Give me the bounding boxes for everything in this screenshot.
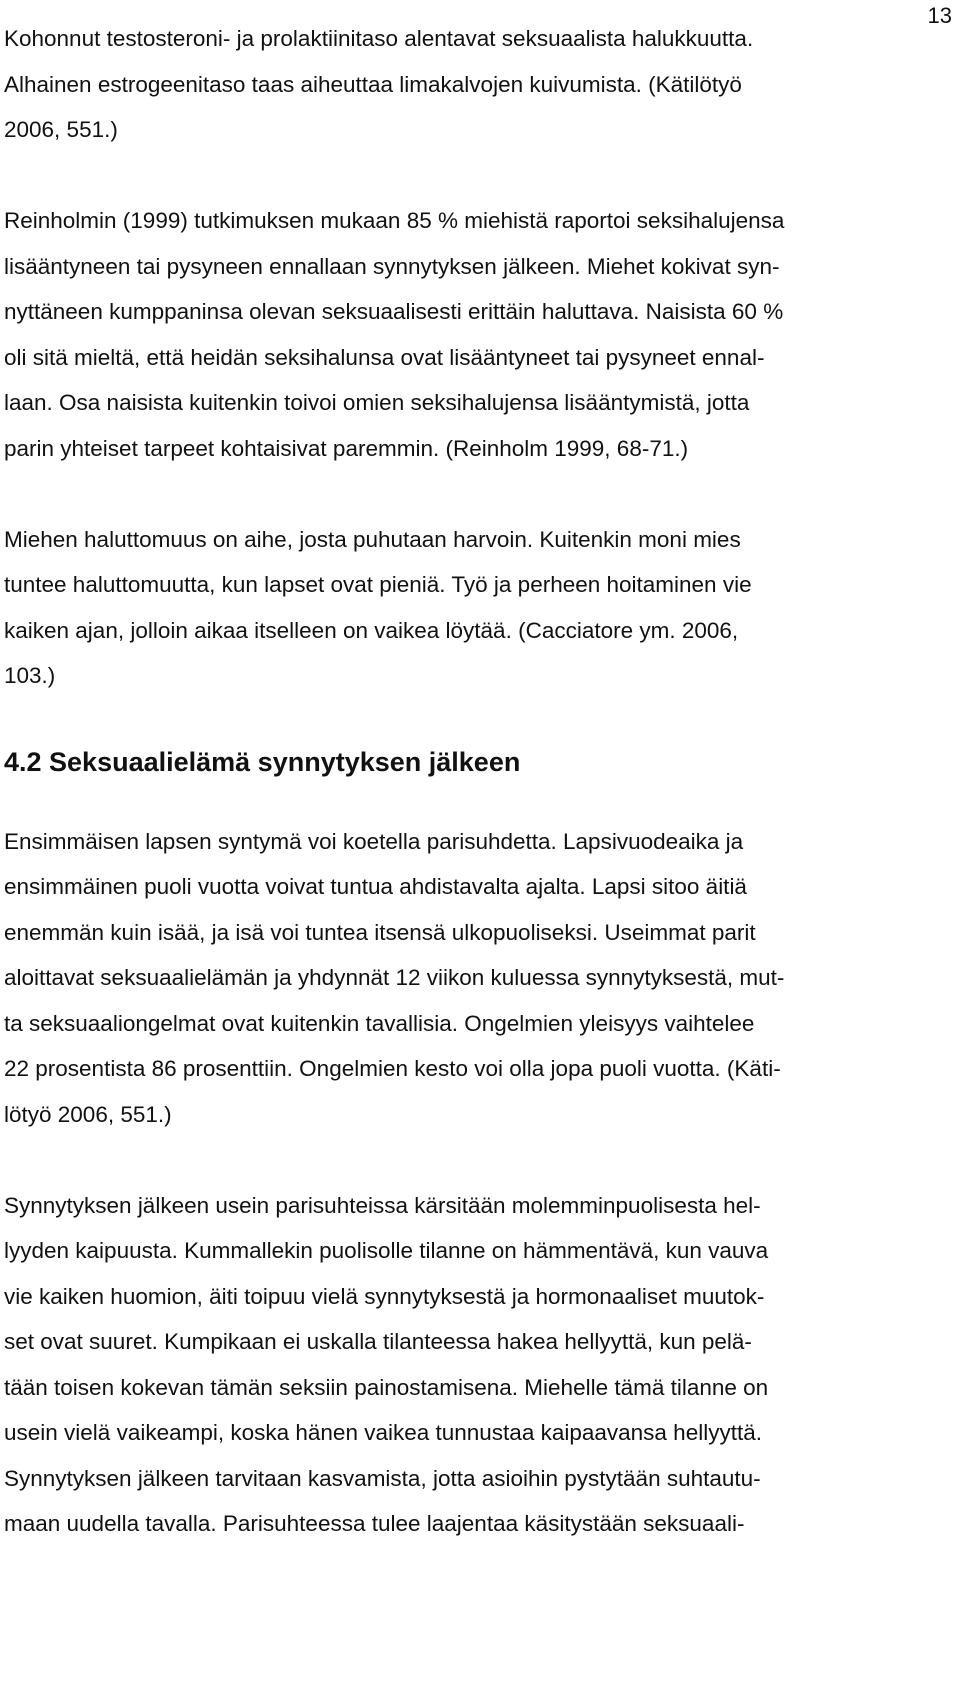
paragraph-spacer bbox=[4, 471, 954, 517]
text-line: aloittavat seksuaalielämän ja yhdynnät 12 viikon kuluessa synnytyksestä, mut- bbox=[4, 965, 785, 990]
text-line: 103.) bbox=[4, 663, 56, 688]
text-line: Synnytyksen jälkeen tarvitaan kasvamista, jotta asioihin pystytään suhtautu- bbox=[4, 1465, 761, 1491]
text-line: vie kaiken huomion, äiti toipuu vielä synnytyksestä ja hormonaaliset muutok- bbox=[4, 1283, 765, 1309]
text-line: parin yhteiset tarpeet kohtaisivat paremmin. (Reinholm 1999, 68-71.) bbox=[4, 435, 689, 461]
section-heading: 4.2 Seksuaalielämä synnytyksen jälkeen bbox=[4, 746, 521, 777]
text-line: lyyden kaipuusta. Kummallekin puolisolle tilanne on hämmentävä, kun vauva bbox=[4, 1238, 769, 1263]
text-line: ensimmäinen puoli vuotta voivat tuntua ahdistavalta ajalta. Lapsi sitoo äitiä bbox=[4, 874, 747, 899]
text-line: tuntee haluttomuutta, kun lapset ovat pieniä. Työ ja perheen hoitaminen vie bbox=[4, 572, 752, 597]
text-line: lötyö 2006, 551.) bbox=[4, 1101, 172, 1127]
text-line: Miehen haluttomuus on aihe, josta puhutaan harvoin. Kuitenkin moni mies bbox=[4, 526, 741, 552]
text-line: set ovat suuret. Kumpikaan ei uskalla tilanteessa hakea hellyyttä, kun pelä- bbox=[4, 1329, 752, 1354]
paragraph bbox=[4, 517, 954, 699]
section-after-heading bbox=[4, 819, 954, 1547]
text-line: kaiken ajan, jolloin aikaa itselleen on vaikea löytää. (Cacciatore ym. 2006, bbox=[4, 617, 739, 643]
text-line: Reinholmin (1999) tutkimuksen mukaan 85 % miehistä raportoi seksihalujensa bbox=[4, 208, 785, 233]
text-line: tään toisen kokevan tämän seksiin painostamisena. Miehelle tämä tilanne on bbox=[4, 1374, 769, 1400]
text-line: maan uudella tavalla. Parisuhteessa tulee laajentaa käsitystään seksuaali- bbox=[4, 1511, 745, 1536]
paragraph-spacer bbox=[4, 1137, 954, 1183]
paragraph bbox=[4, 819, 954, 1138]
text-line: Synnytyksen jälkeen usein parisuhteissa kärsitään molemminpuolisesta hel- bbox=[4, 1192, 761, 1218]
text-line: oli sitä mieltä, että heidän seksihalunsa ovat lisääntyneet tai pysyneet ennal- bbox=[4, 344, 765, 370]
text-line: 2006, 551.) bbox=[4, 117, 118, 142]
text-line: ta seksuaaliongelmat ovat kuitenkin tavallisia. Ongelmien yleisyys vaihtelee bbox=[4, 1010, 755, 1036]
text-line: Alhainen estrogeenitaso taas aiheuttaa limakalvojen kuivumista. (Kätilötyö bbox=[4, 71, 742, 97]
text-line: 22 prosentista 86 prosenttiin. Ongelmien kesto voi olla jopa puoli vuotta. (Käti- bbox=[4, 1056, 781, 1081]
paragraph-spacer bbox=[4, 153, 954, 199]
text-line: usein vielä vaikeampi, koska hänen vaikea tunnustaa kaipaavansa hellyyttä. bbox=[4, 1420, 762, 1445]
text-line: nyttäneen kumppaninsa olevan seksuaalisesti erittäin haluttava. Naisista 60 % bbox=[4, 299, 784, 324]
text-line: lisääntyneen tai pysyneen ennallaan synnytyksen jälkeen. Miehet kokivat syn- bbox=[4, 253, 780, 279]
paragraph bbox=[4, 198, 954, 471]
page-number: 13 bbox=[927, 3, 952, 28]
section-before-heading bbox=[4, 16, 954, 699]
text-line: enemmän kuin isää, ja isä voi tuntea itsensä ulkopuoliseksi. Useimmat parit bbox=[4, 919, 756, 945]
text-line: Kohonnut testosteroni- ja prolaktiinitaso alentavat seksuaalista halukkuutta. bbox=[4, 26, 754, 51]
text-line: laan. Osa naisista kuitenkin toivoi omien seksihalujensa lisääntymistä, jotta bbox=[4, 390, 750, 415]
text-line: Ensimmäisen lapsen syntymä voi koetella parisuhdetta. Lapsivuodeaika ja bbox=[4, 828, 744, 854]
paragraph bbox=[4, 1183, 954, 1547]
document-body bbox=[4, 16, 954, 1547]
paragraph bbox=[4, 16, 954, 153]
